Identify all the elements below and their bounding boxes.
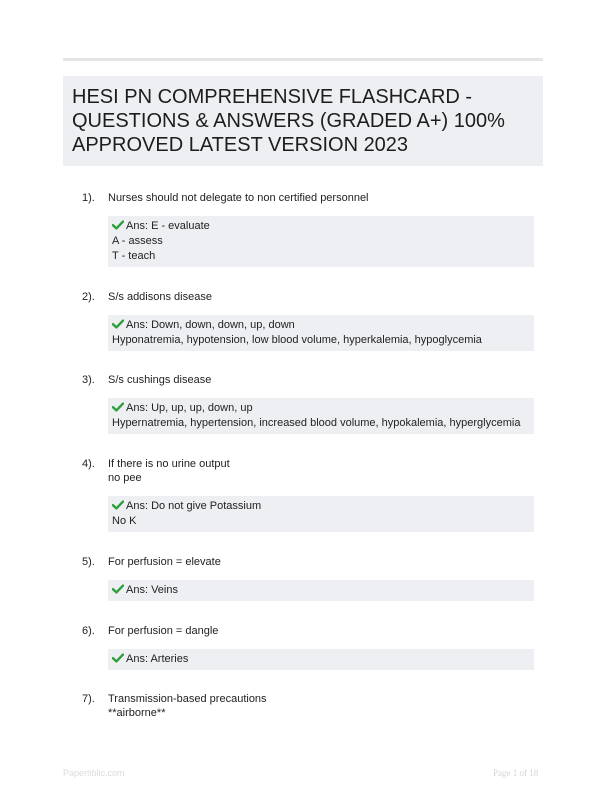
question-text bbox=[108, 624, 534, 638]
checkmark-icon bbox=[112, 500, 124, 510]
question-line: For perfusion = dangle bbox=[108, 625, 219, 637]
checkmark-icon bbox=[112, 653, 124, 663]
question-line: Transmission-based precautions bbox=[108, 693, 267, 705]
answer-line bbox=[112, 401, 529, 416]
question-text bbox=[108, 692, 534, 720]
answer-line bbox=[112, 219, 529, 234]
flashcard-item bbox=[82, 457, 534, 532]
answer-line: Hypernatremia, hypertension, increased blood volume, hypokalemia, hyperglycemia bbox=[112, 417, 521, 429]
answer-label: Ans: Veins bbox=[126, 584, 178, 596]
question-number: 3). bbox=[82, 374, 95, 386]
question-line: If there is no urine output bbox=[108, 458, 230, 470]
answer-label: Ans: Arteries bbox=[126, 653, 189, 665]
flashcard-item bbox=[82, 191, 534, 267]
question-number: 1). bbox=[82, 192, 95, 204]
checkmark-icon bbox=[112, 319, 124, 329]
question-number: 5). bbox=[82, 556, 95, 568]
answer-line bbox=[112, 318, 529, 333]
answer-box bbox=[108, 216, 534, 267]
flashcard-item bbox=[82, 290, 534, 351]
answer-label: Ans: E - evaluate bbox=[126, 220, 210, 232]
question-line: Nurses should not delegate to non certified personnel bbox=[108, 192, 369, 204]
answer-label: Ans: Do not give Potassium bbox=[126, 500, 262, 512]
document-title-line-3: APPROVED LATEST VERSION 2023 bbox=[72, 134, 409, 156]
question-text bbox=[108, 290, 534, 304]
question-number: 7). bbox=[82, 693, 95, 705]
document-title-line-1: HESI PN COMPREHENSIVE FLASHCARD - bbox=[72, 86, 473, 108]
document-title-line-2: QUESTIONS & ANSWERS (GRADED A+) 100% bbox=[72, 110, 505, 132]
answer-line bbox=[112, 499, 529, 514]
checkmark-icon bbox=[112, 220, 124, 230]
checkmark-icon bbox=[112, 402, 124, 412]
flashcard-item bbox=[82, 555, 534, 601]
checkmark-icon bbox=[112, 584, 124, 594]
page-number: Page 1 of 18 bbox=[493, 768, 539, 778]
answer-box bbox=[108, 580, 534, 601]
answer-line bbox=[112, 652, 529, 667]
answer-line: No K bbox=[112, 515, 137, 527]
watermark-text: Papertiblic.com bbox=[63, 768, 125, 778]
question-text bbox=[108, 373, 534, 387]
answer-box bbox=[108, 315, 534, 351]
top-divider bbox=[63, 58, 543, 61]
answer-label: Ans: Up, up, up, down, up bbox=[126, 402, 253, 414]
answer-label: Ans: Down, down, down, up, down bbox=[126, 319, 295, 331]
question-line: S/s cushings disease bbox=[108, 374, 212, 386]
question-text bbox=[108, 191, 534, 205]
answer-line: A - assess bbox=[112, 235, 163, 247]
question-line: **airborne** bbox=[108, 707, 166, 719]
answer-box bbox=[108, 398, 534, 434]
question-number: 6). bbox=[82, 625, 95, 637]
answer-box bbox=[108, 496, 534, 532]
question-number: 4). bbox=[82, 458, 95, 470]
question-line: no pee bbox=[108, 472, 142, 484]
question-text bbox=[108, 555, 534, 569]
answer-line bbox=[112, 583, 529, 598]
question-line: For perfusion = elevate bbox=[108, 556, 221, 568]
question-text bbox=[108, 457, 534, 485]
flashcard-item bbox=[82, 624, 534, 670]
answer-line: T - teach bbox=[112, 250, 156, 262]
document-title-box bbox=[63, 76, 543, 166]
question-line: S/s addisons disease bbox=[108, 291, 212, 303]
flashcard-item bbox=[82, 373, 534, 434]
flashcard-item bbox=[82, 692, 534, 720]
answer-line: Hyponatremia, hypotension, low blood volume, hyperkalemia, hypoglycemia bbox=[112, 334, 482, 346]
answer-box bbox=[108, 649, 534, 670]
question-number: 2). bbox=[82, 291, 95, 303]
